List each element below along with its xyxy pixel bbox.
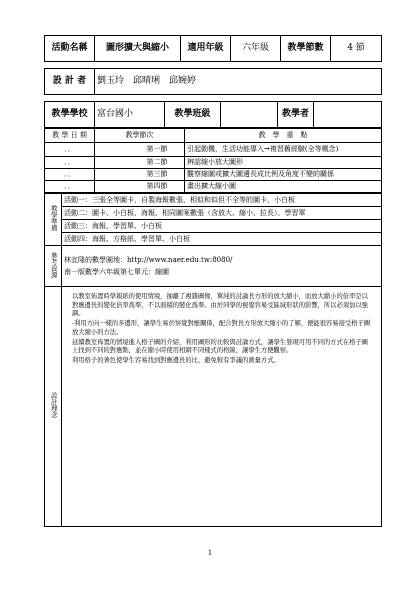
- row-focus: 畫出擴大縮小圖: [185, 181, 382, 193]
- periods-value: 4 節: [331, 36, 382, 62]
- rationale-paragraph: 延續教室佈置的情境進入格子圖的介紹，利用圖形的比較與討論方式，讓學生發現可用不同的方式在格子圖上找到不同的對應點，並在縮小時使用相網不同樣式的格線，讓學生方便觀察。: [72, 338, 368, 354]
- rationale-paragraph: -利用方向一樣的多邊形，讓學生易於察覺對應關係，配合對長方形放大縮小的了解，便能很容易接受格子圖放大縮小的方法。: [72, 320, 371, 336]
- row-focus: 引起動機，生活功能導入→複習舊經驗(全等概念): [185, 143, 382, 157]
- page-number: 1: [207, 549, 213, 557]
- schedule-row: [45, 169, 382, 181]
- reference-item: 南一版數學六年級第七單元：縮圖: [64, 267, 169, 276]
- schedule-row: [45, 143, 382, 157]
- grade-label: 適用年級: [181, 36, 231, 62]
- periods-label: 教學節數: [281, 36, 331, 62]
- rationale-paragraph: 利用格子的著色使學生容易找到對應邊長的比，避免較有爭議的測量方式。: [72, 357, 280, 364]
- materials-label: 教學準備: [45, 194, 62, 246]
- materials-item: 活動二：圖卡、小白板、海報、相同圖案數張（含放大、縮小、拉長）、學習單: [62, 207, 382, 220]
- rationale-label: 設計理念: [45, 287, 62, 527]
- school-value: 富台國小: [95, 102, 165, 128]
- reference-item: 林宜隆的數學園地：http://www.naer.edu.tw:8080/: [64, 255, 233, 264]
- schedule-table: [44, 128, 382, 193]
- col-date-header: 教 學 日 期: [45, 129, 95, 143]
- class-value: [221, 102, 278, 128]
- row-period: 第四節: [145, 181, 185, 193]
- references-cell: [62, 246, 382, 287]
- materials-item: 活動四：海報、方格紙、學習單、小白板: [62, 233, 382, 246]
- schedule-row: [45, 181, 382, 193]
- designer-label: 設 計 者: [45, 69, 95, 95]
- row-focus: 觀察縮圖或擴大圖邊長成比例及角度不變的關係: [185, 169, 382, 181]
- row-period: 第二節: [145, 157, 185, 169]
- activity-label: 活動名稱: [45, 36, 95, 62]
- rationale-paragraph: 以教室佈置時學報紙的使用情境，抽離了複雜圖像，單純的討論長方形的放大縮小，而放大縮小的倍率是以對應邊長的變化倍率爲準，不以面積的變化爲準。由於同學的視覺容易受區域形狀的影響，所以必須加以強調。: [72, 293, 368, 317]
- details-table: [44, 193, 382, 527]
- row-focus: 辨認縮小放大圖形: [185, 157, 382, 169]
- row-date: ．．: [45, 181, 95, 193]
- row-date: ．．: [45, 143, 95, 157]
- teacher-value: [314, 102, 382, 128]
- grade-value: 六年級: [231, 36, 281, 62]
- row-date: ．．: [45, 169, 95, 181]
- rationale-cell: [62, 287, 382, 527]
- materials-item: 活動三：海報、學習單、小白板: [62, 220, 382, 233]
- header-table: [44, 35, 382, 62]
- arrow-right-icon: →: [264, 144, 270, 154]
- row-period: 第三節: [145, 169, 185, 181]
- col-period-header: 教學節次: [95, 129, 185, 143]
- teacher-label: 教學者: [278, 102, 314, 128]
- references-label: 參考資源: [45, 246, 62, 287]
- schedule-row: [45, 157, 382, 169]
- class-label: 教學班級: [165, 102, 221, 128]
- designer-table: [44, 68, 382, 95]
- school-label: 教學學校: [45, 102, 95, 128]
- row-date: ．．: [45, 157, 95, 169]
- designer-value: 劉玉玲 邱晴琍 邱婉婷: [95, 69, 382, 95]
- row-period: 第一節: [145, 143, 185, 157]
- col-focus-header: 教 學 重 點: [185, 129, 382, 143]
- activity-value: 圖形擴大與縮小: [95, 36, 181, 62]
- materials-item: 活動一：三張全等圖卡、自製海報數張、相似和似但不全等的圖卡、小白板: [62, 194, 382, 207]
- school-table: [44, 101, 382, 128]
- lesson-plan-page: [44, 35, 381, 527]
